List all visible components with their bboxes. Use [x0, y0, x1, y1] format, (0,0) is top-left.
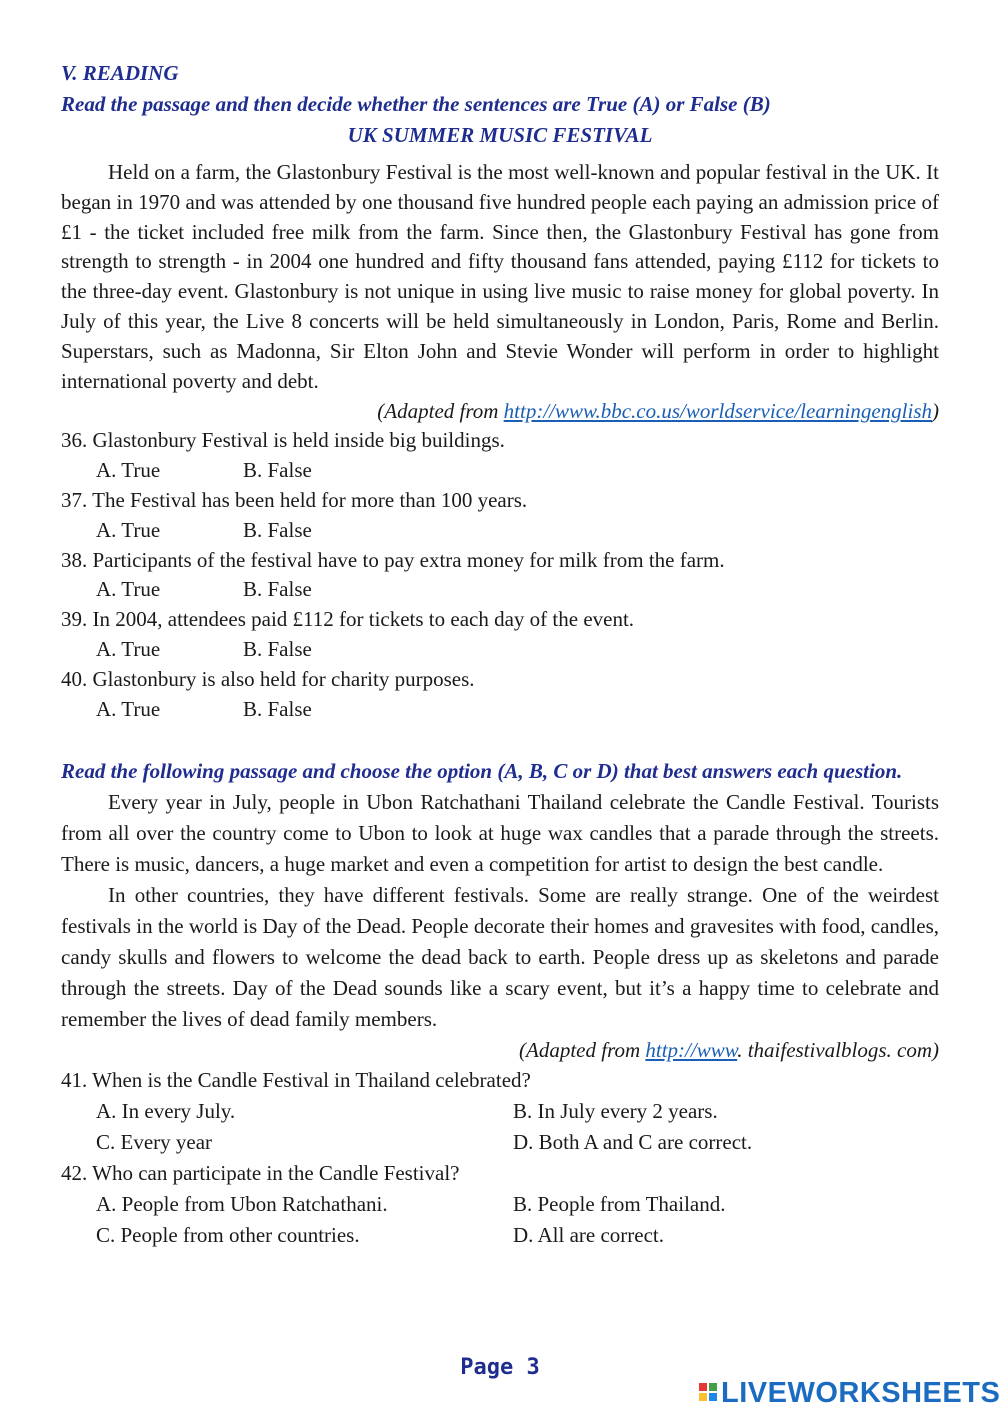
option-a[interactable]: A. True — [96, 458, 161, 483]
section1-instruction: Read the passage and then decide whether the sentences are True (A) or False (B) — [61, 92, 771, 116]
question-42: 42. Who can participate in the Candle Festival? A. People from Ubon Ratchathani. B. People from Thailand. C. People from other countries. D. All are correct. — [61, 1158, 939, 1251]
option-b[interactable]: B. False — [243, 458, 312, 483]
liveworksheets-brand[interactable] — [699, 1377, 1000, 1410]
source-link-1[interactable]: http://www.bbc.co.us/worldservice/learningenglish — [503, 399, 932, 424]
question-40: 40. Glastonbury is also held for charity purposes. A. True B. False — [61, 665, 939, 725]
question-38: 38. Participants of the festival have to pay extra money for milk from the farm. A. True B. False — [61, 546, 939, 606]
option-a[interactable]: A. True — [96, 696, 161, 721]
option-c[interactable]: C. People from other countries. — [96, 1223, 360, 1248]
option-a[interactable]: A. True — [96, 577, 161, 602]
source-citation-1: (Adapted from http://www.bbc.co.us/worldservice/learningenglish) — [377, 399, 939, 424]
option-b[interactable]: B. In July every 2 years. — [513, 1099, 718, 1124]
option-d[interactable]: D. All are correct. — [513, 1223, 665, 1248]
source-link-2[interactable]: http://www — [645, 1038, 738, 1063]
option-d[interactable]: D. Both A and C are correct. — [513, 1130, 753, 1155]
section-title: V. READING — [61, 61, 179, 85]
question-36: 36. Glastonbury Festival is held inside big buildings. A. True B. False — [61, 426, 939, 486]
worksheet-page — [61, 58, 939, 1251]
option-b[interactable]: B. False — [243, 696, 312, 721]
option-b[interactable]: B. People from Thailand. — [513, 1192, 726, 1217]
option-a[interactable]: A. True — [96, 517, 161, 542]
question-39: 39. In 2004, attendees paid £112 for tickets to each day of the event. A. True B. False — [61, 605, 939, 665]
question-37: 37. The Festival has been held for more than 100 years. A. True B. False — [61, 486, 939, 546]
page-number: Page 3 — [460, 1355, 540, 1380]
option-c[interactable]: C. Every year — [96, 1130, 213, 1155]
option-b[interactable]: B. False — [243, 517, 312, 542]
liveworksheets-logo-icon — [699, 1381, 719, 1407]
passage-day-of-dead: In other countries, they have different festivals. Some are really strange. One of the weirdest festivals in the world is Day of the Dead. People decorate their homes and gravesites with food, candles, candy skulls and flowers to welcome the dead back to earth. People dress up as skeletons and parade through the streets. Day of the Dead sounds like a scary event, but it’s a happy time to celebrate and remember the lives of dead family members. — [61, 883, 939, 1032]
passage-title: UK SUMMER MUSIC FESTIVAL — [347, 123, 653, 147]
question-41: 41. When is the Candle Festival in Thailand celebrated? A. In every July. B. In July every 2 years. C. Every year D. Both A and C are correct. — [61, 1065, 939, 1158]
source-citation-2: (Adapted from http://www. thaifestivalblogs. com) — [519, 1038, 939, 1063]
passage-candle-festival: Every year in July, people in Ubon Ratchathani Thailand celebrate the Candle Festival. Tourists from all over the country come to Ubon to look at huge wax candles that a parade through the streets. There is music, dancers, a huge market and even a competition for artist to design the best candle. — [61, 790, 939, 877]
passage-glastonbury: Held on a farm, the Glastonbury Festival is the most well-known and popular festival in the UK. It began in 1970 and was attended by one thousand five hundred people each paying an admission price of £1 - the ticket included free milk from the farm. Since then, the Glastonbury Festival has gone from strength to strength - in 2004 one hundred and fifty thousand fans attended, paying £112 for tickets to the three-day event. Glastonbury is not unique in using live music to raise money for global poverty. In July of this year, the Live 8 concerts will be held simultaneously in London, Paris, Rome and Berlin. Superstars, such as Madonna, Sir Elton John and Stevie Wonder will perform in order to highlight international poverty and debt. — [61, 160, 939, 393]
section2-instruction: Read the following passage and choose the option (A, B, C or D) that best answers each question. — [61, 759, 903, 784]
option-a[interactable]: A. In every July. — [96, 1099, 236, 1124]
brand-name: LIVEWORKSHEETS — [721, 1377, 1000, 1409]
option-a[interactable]: A. True — [96, 636, 161, 661]
option-b[interactable]: B. False — [243, 636, 312, 661]
option-b[interactable]: B. False — [243, 577, 312, 602]
option-a[interactable]: A. People from Ubon Ratchathani. — [96, 1192, 388, 1217]
